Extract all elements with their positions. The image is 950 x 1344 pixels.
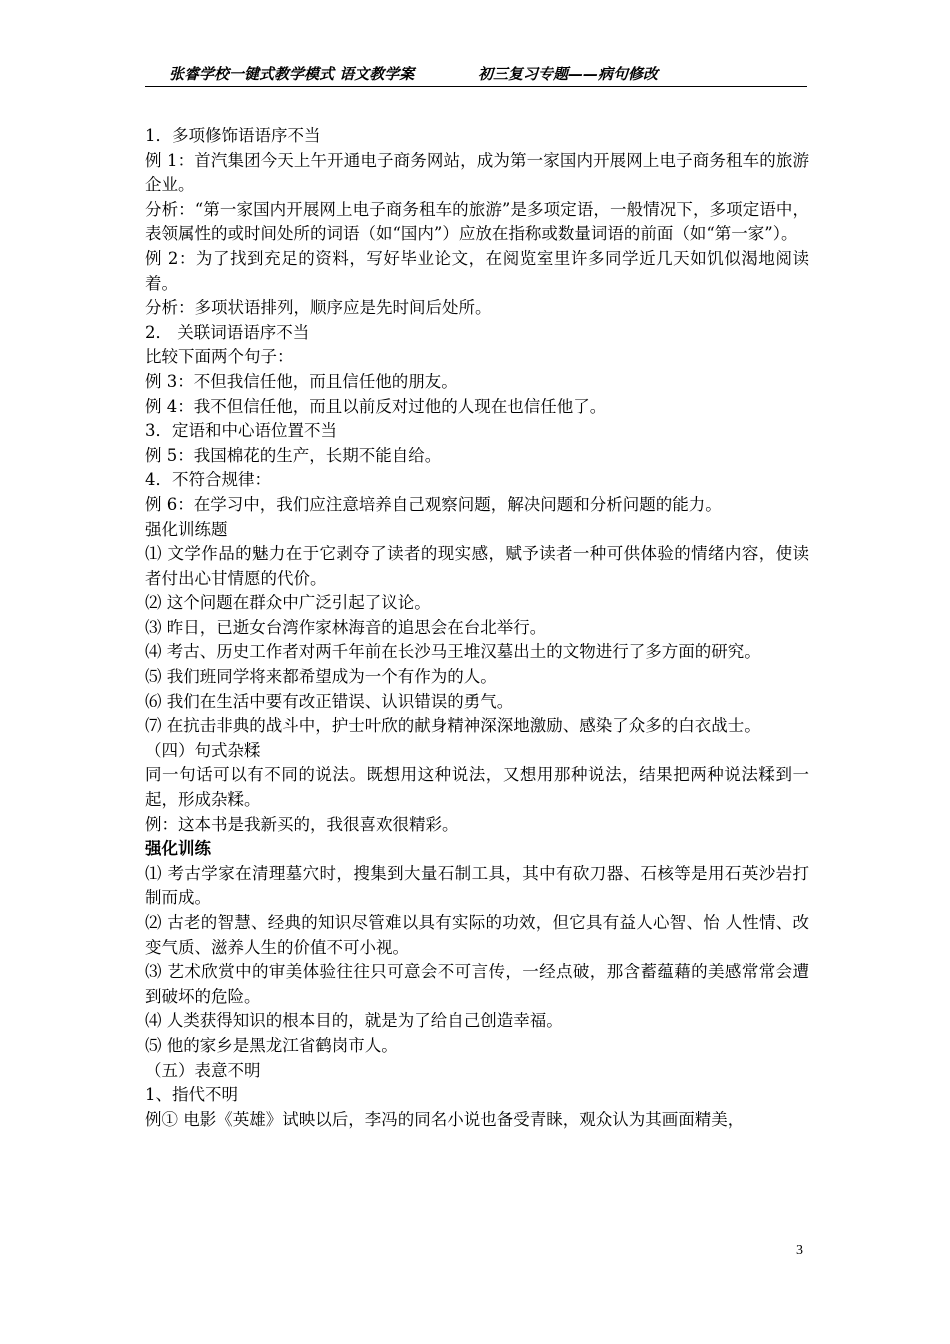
header-topic-title: 初三复习专题——病句修改 xyxy=(478,65,659,83)
header-school-title: 张睿学校一键式教学模式 语文教学案 xyxy=(169,65,415,83)
page-number: 3 xyxy=(796,1243,803,1258)
paragraph: ⑵ 古老的智慧、经典的知识尽管难以具有实际的功效，但它具有益人心智、怡 人性情、改变气质、滋养人生的价值不可小视。 xyxy=(145,913,809,957)
paragraph: ⑸ 我们班同学将来都希望成为一个有作为的人。 xyxy=(145,667,497,687)
paragraph: ⑷ 考古、历史工作者对两千年前在长沙马王堆汉墓出土的文物进行了多方面的研究。 xyxy=(145,642,761,662)
paragraph: 4．不符合规律： xyxy=(145,470,271,490)
paragraph: 强化训练题 xyxy=(145,519,228,539)
paragraph: 例 6：在学习中，我们应注意培养自己观察问题，解决问题和分析问题的能力。 xyxy=(145,494,722,514)
page-header xyxy=(145,62,807,87)
paragraph: 1、指代不明 xyxy=(145,1085,238,1105)
paragraph: 例 2：为了找到充足的资料，写好毕业论文，在阅览室里许多同学近几天如饥似渴地阅读着。 xyxy=(145,248,809,293)
paragraph: ⑸ 他的家乡是黑龙江省鹤岗市人。 xyxy=(145,1035,398,1055)
section-heading: 强化训练 xyxy=(145,839,211,859)
paragraph: 例① 电影《英雄》试映以后，李冯的同名小说也备受青睐，观众认为其画面精美， xyxy=(145,1109,745,1129)
paragraph: ⑷ 人类获得知识的根本目的，就是为了给自己创造幸福。 xyxy=(145,1011,563,1031)
paragraph: 例 1：首汽集团今天上午开通电子商务网站，成为第一家国内开展网上电子商务租车的旅游企业。 xyxy=(145,150,809,195)
paragraph: 例：这本书是我新买的，我很喜欢很精彩。 xyxy=(145,814,459,834)
paragraph: ⑴ 文学作品的魅力在于它剥夺了读者的现实感，赋予读者一种可供体验的情绪内容，使读者付出心甘情愿的代价。 xyxy=(145,544,809,588)
paragraph: 3．定语和中心语位置不当 xyxy=(145,421,337,441)
paragraph: 例 4：我不但信任他，而且以前反对过他的人现在也信任他了。 xyxy=(145,396,607,416)
paragraph: 例 5：我国棉花的生产，长期不能自给。 xyxy=(145,445,442,465)
document-body xyxy=(145,124,809,1132)
paragraph: 分析：多项状语排列，顺序应是先时间后处所。 xyxy=(145,298,492,318)
paragraph: 2． 关联词语语序不当 xyxy=(145,322,310,342)
paragraph: （四）句式杂糅 xyxy=(145,740,261,760)
paragraph: ⑺ 在抗击非典的战斗中，护士叶欣的献身精神深深地激励、感染了众多的白衣战士。 xyxy=(145,716,761,736)
paragraph: 同一句话可以有不同的说法。既想用这种说法，又想用那种说法，结果把两种说法糅到一起，形成杂糅。 xyxy=(145,765,809,810)
paragraph: ⑴ 考古学家在清理墓穴时，搜集到大量石制工具，其中有砍刀器、石核等是用石英沙岩打制而成。 xyxy=(145,863,809,908)
paragraph: ⑹ 我们在生活中要有改正错误、认识错误的勇气。 xyxy=(145,691,514,711)
paragraph: ⑶ 艺术欣赏中的审美体验往往只可意会不可言传，一经点破，那含蓄蕴藉的美感常常会遭到破坏的危险。 xyxy=(145,962,809,1006)
paragraph: ⑵ 这个问题在群众中广泛引起了议论。 xyxy=(145,593,431,613)
paragraph: 1．多项修饰语语序不当 xyxy=(145,126,321,145)
paragraph: ⑶ 昨日，已逝女台湾作家林海音的追思会在台北举行。 xyxy=(145,617,547,637)
paragraph: （五）表意不明 xyxy=(145,1060,261,1080)
paragraph: 比较下面两个句子： xyxy=(145,347,294,367)
paragraph: 分析：“第一家国内开展网上电子商务租车的旅游”是多项定语，一般情况下，多项定语中，表领属性的或时间处所的词语（如“国内”）应放在指称或数量词语的前面（如“第一家”）。 xyxy=(145,199,809,244)
paragraph: 例 3：不但我信任他，而且信任他的朋友。 xyxy=(145,371,458,391)
